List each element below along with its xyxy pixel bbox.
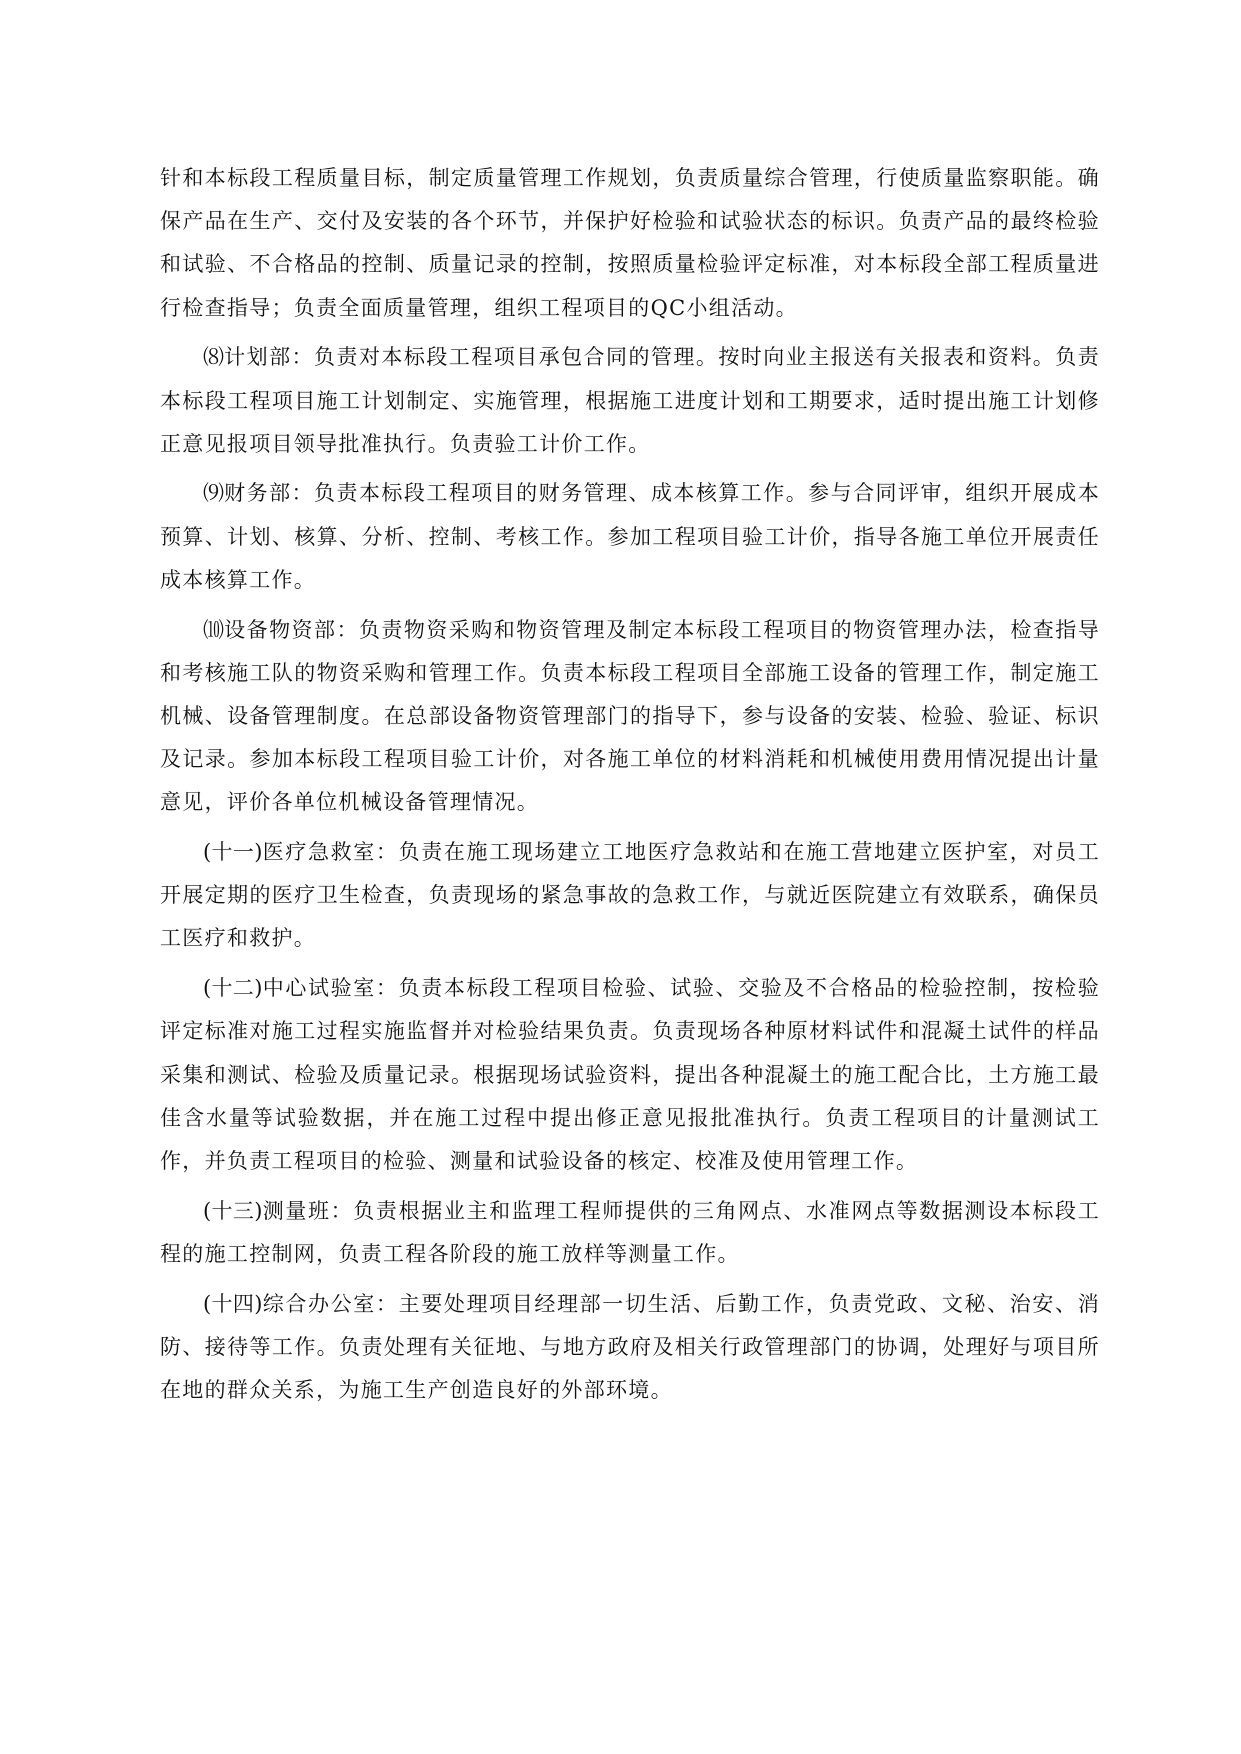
paragraph-marker: (十三) (203, 1198, 263, 1223)
paragraph-text: 针和本标段工程质量目标，制定质量管理工作规划，负责质量综合管理，行使质量监察职能。确保产品在生产、交付及安装的各个环节，并保护好检验和试验状态的标识。负责产品的最终检验和试验、不合格品的控制、质量记录的控制，按照质量检验评定标准，对本标段全部工程质量进行检查指导；负责全面质量管理，组织工程项目的QC小组活动。 (160, 166, 1100, 320)
paragraph-text: 计划部：负责对本标段工程项目承包合同的管理。按时向业主报送有关报表和资料。负责本标段工程项目施工计划制定、实施管理，根据施工进度计划和工期要求，适时提出施工计划修正意见报项目领导批准执行。负责验工计价工作。 (160, 345, 1101, 456)
paragraph-text: 中心试验室：负责本标段工程项目检验、试验、交验及不合格品的检验控制，按检验评定标准对施工过程实施监督并对检验结果负责。负责现场各种原材料试件和混凝土试件的样品采集和测试、检验及质量记录。根据现场试验资料，提出各种混凝土的施工配合比，土方施工最佳含水量等试验数据，并在施工过程中提出修正意见报批准执行。负责工程项目的计量测试工作，并负责工程项目的检验、测量和试验设备的核定、校准及使用管理工作。 (160, 976, 1100, 1173)
paragraph-text: 综合办公室：主要处理项目经理部一切生活、后勤工作，负责党政、文秘、治安、消防、接待等工作。负责处理有关征地、与地方政府及相关行政管理部门的协调，处理好与项目所在地的群众关系，为施工生产创造良好的外部环境。 (160, 1291, 1100, 1402)
paragraph-planning-dept (160, 336, 1100, 466)
paragraph-marker: (十四) (203, 1291, 263, 1316)
paragraph-medical-room (160, 831, 1100, 961)
paragraph-equipment-materials-dept (160, 609, 1100, 825)
paragraph-marker: ⑼ (203, 481, 225, 506)
paragraph-text: 测量班：负责根据业主和监理工程师提供的三角网点、水准网点等数据测设本标段工程的施工控制网，负责工程各阶段的施工放样等测量工作。 (160, 1198, 1100, 1266)
paragraph-survey-team (160, 1190, 1100, 1276)
paragraph-central-lab (160, 967, 1100, 1183)
paragraph-marker: ⑽ (203, 617, 225, 642)
paragraph-finance-dept (160, 472, 1100, 602)
paragraph-general-office (160, 1283, 1100, 1413)
paragraph-text: 财务部：负责本标段工程项目的财务管理、成本核算工作。参与合同评审，组织开展成本预算、计划、核算、分析、控制、考核工作。参加工程项目验工计价，指导各施工单位开展责任成本核算工作。 (160, 481, 1101, 592)
paragraph-marker: (十二) (203, 976, 263, 1001)
paragraph-text: 医疗急救室：负责在施工现场建立工地医疗急救站和在施工营地建立医护室，对员工开展定期的医疗卫生检查，负责现场的紧急事故的急救工作，与就近医院建立有效联系，确保员工医疗和救护。 (160, 840, 1100, 951)
document-body (160, 157, 1100, 1419)
paragraph-marker: ⑻ (203, 345, 225, 370)
paragraph-marker: (十一) (203, 840, 263, 865)
paragraph-quality-dept-continued (160, 157, 1100, 330)
paragraph-text: 设备物资部：负责物资采购和物资管理及制定本标段工程项目的物资管理办法，检查指导和考核施工队的物资采购和管理工作。负责本标段工程项目全部施工设备的管理工作，制定施工机械、设备管理制度。在总部设备物资管理部门的指导下，参与设备的安装、检验、验证、标识及记录。参加本标段工程项目验工计价，对各施工单位的材料消耗和机械使用费用情况提出计量意见，评价各单位机械设备管理情况。 (160, 617, 1101, 815)
